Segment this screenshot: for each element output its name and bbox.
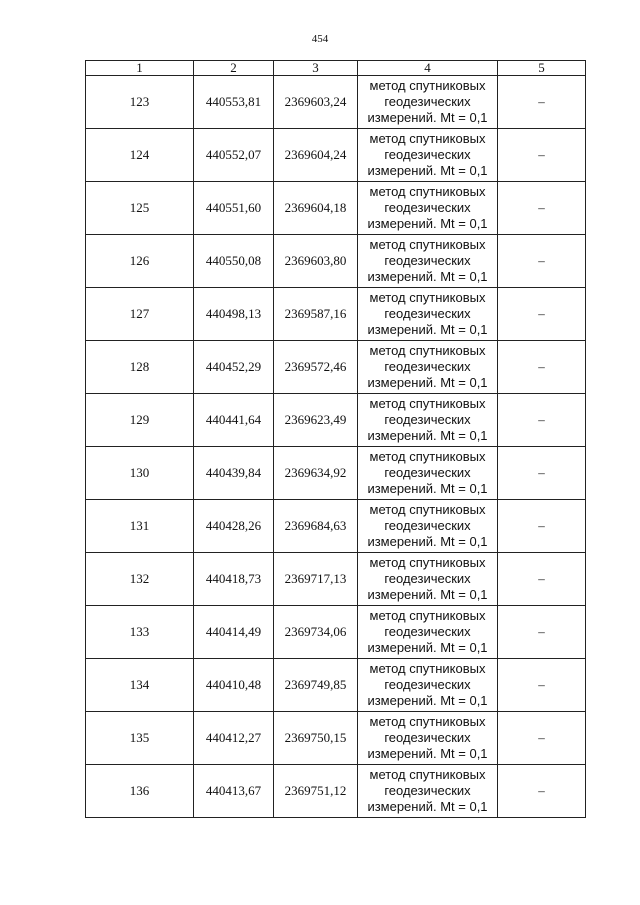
x-coordinate-cell: 440418,73 bbox=[194, 553, 274, 606]
note-cell: – bbox=[498, 182, 586, 235]
note-cell: – bbox=[498, 500, 586, 553]
header-col-1: 1 bbox=[86, 61, 194, 76]
method-line: геодезических bbox=[384, 783, 471, 798]
method-cell bbox=[358, 447, 498, 500]
method-cell bbox=[358, 76, 498, 129]
method-line: геодезических bbox=[384, 465, 471, 480]
method-cell bbox=[358, 765, 498, 818]
method-line: метод спутниковых bbox=[369, 290, 486, 305]
method-line: измерений. Mt = 0,1 bbox=[367, 587, 488, 602]
x-coordinate-cell: 440428,26 bbox=[194, 500, 274, 553]
point-number-cell: 128 bbox=[86, 341, 194, 394]
note-cell: – bbox=[498, 129, 586, 182]
x-coordinate-cell: 440498,13 bbox=[194, 288, 274, 341]
method-line: метод спутниковых bbox=[369, 131, 486, 146]
y-coordinate-cell: 2369751,12 bbox=[274, 765, 358, 818]
method-cell bbox=[358, 288, 498, 341]
table-body bbox=[86, 76, 586, 818]
method-line: метод спутниковых bbox=[369, 449, 486, 464]
point-number-cell: 126 bbox=[86, 235, 194, 288]
method-line: геодезических bbox=[384, 359, 471, 374]
y-coordinate-cell: 2369634,92 bbox=[274, 447, 358, 500]
y-coordinate-cell: 2369587,16 bbox=[274, 288, 358, 341]
point-number-cell: 136 bbox=[86, 765, 194, 818]
point-number-cell: 123 bbox=[86, 76, 194, 129]
method-line: геодезических bbox=[384, 200, 471, 215]
method-cell bbox=[358, 394, 498, 447]
method-line: измерений. Mt = 0,1 bbox=[367, 428, 488, 443]
table-row bbox=[86, 288, 586, 341]
note-cell: – bbox=[498, 447, 586, 500]
y-coordinate-cell: 2369717,13 bbox=[274, 553, 358, 606]
table-row bbox=[86, 606, 586, 659]
method-line: метод спутниковых bbox=[369, 555, 486, 570]
table-row bbox=[86, 712, 586, 765]
method-cell bbox=[358, 553, 498, 606]
y-coordinate-cell: 2369604,24 bbox=[274, 129, 358, 182]
point-number-cell: 124 bbox=[86, 129, 194, 182]
table-row bbox=[86, 553, 586, 606]
point-number-cell: 135 bbox=[86, 712, 194, 765]
method-line: измерений. Mt = 0,1 bbox=[367, 216, 488, 231]
point-number-cell: 125 bbox=[86, 182, 194, 235]
table-row bbox=[86, 659, 586, 712]
method-line: геодезических bbox=[384, 306, 471, 321]
method-line: измерений. Mt = 0,1 bbox=[367, 375, 488, 390]
method-line: измерений. Mt = 0,1 bbox=[367, 799, 488, 814]
method-line: метод спутниковых bbox=[369, 237, 486, 252]
y-coordinate-cell: 2369623,49 bbox=[274, 394, 358, 447]
method-line: измерений. Mt = 0,1 bbox=[367, 481, 488, 496]
x-coordinate-cell: 440452,29 bbox=[194, 341, 274, 394]
x-coordinate-cell: 440414,49 bbox=[194, 606, 274, 659]
method-line: измерений. Mt = 0,1 bbox=[367, 269, 488, 284]
x-coordinate-cell: 440551,60 bbox=[194, 182, 274, 235]
point-number-cell: 131 bbox=[86, 500, 194, 553]
page-number: 454 bbox=[311, 33, 329, 45]
method-line: измерений. Mt = 0,1 bbox=[367, 693, 488, 708]
note-cell: – bbox=[498, 606, 586, 659]
method-line: метод спутниковых bbox=[369, 767, 486, 782]
method-cell bbox=[358, 659, 498, 712]
method-line: геодезических bbox=[384, 518, 471, 533]
table-row bbox=[86, 447, 586, 500]
method-cell bbox=[358, 606, 498, 659]
header-col-2: 2 bbox=[194, 61, 274, 76]
x-coordinate-cell: 440441,64 bbox=[194, 394, 274, 447]
point-number-cell: 133 bbox=[86, 606, 194, 659]
note-cell: – bbox=[498, 288, 586, 341]
y-coordinate-cell: 2369734,06 bbox=[274, 606, 358, 659]
y-coordinate-cell: 2369684,63 bbox=[274, 500, 358, 553]
y-coordinate-cell: 2369749,85 bbox=[274, 659, 358, 712]
x-coordinate-cell: 440413,67 bbox=[194, 765, 274, 818]
x-coordinate-cell: 440553,81 bbox=[194, 76, 274, 129]
x-coordinate-cell: 440410,48 bbox=[194, 659, 274, 712]
note-cell: – bbox=[498, 765, 586, 818]
method-line: метод спутниковых bbox=[369, 661, 486, 676]
x-coordinate-cell: 440552,07 bbox=[194, 129, 274, 182]
table-header-row bbox=[86, 61, 586, 76]
note-cell: – bbox=[498, 341, 586, 394]
method-cell bbox=[358, 182, 498, 235]
point-number-cell: 127 bbox=[86, 288, 194, 341]
method-line: метод спутниковых bbox=[369, 343, 486, 358]
coordinates-table bbox=[85, 60, 586, 818]
header-col-4: 4 bbox=[358, 61, 498, 76]
note-cell: – bbox=[498, 394, 586, 447]
method-line: измерений. Mt = 0,1 bbox=[367, 110, 488, 125]
note-cell: – bbox=[498, 235, 586, 288]
table-row bbox=[86, 394, 586, 447]
method-line: измерений. Mt = 0,1 bbox=[367, 746, 488, 761]
method-cell bbox=[358, 341, 498, 394]
method-line: метод спутниковых bbox=[369, 714, 486, 729]
table-row bbox=[86, 235, 586, 288]
method-line: метод спутниковых bbox=[369, 78, 486, 93]
table-row bbox=[86, 182, 586, 235]
method-line: измерений. Mt = 0,1 bbox=[367, 322, 488, 337]
method-line: измерений. Mt = 0,1 bbox=[367, 640, 488, 655]
x-coordinate-cell: 440412,27 bbox=[194, 712, 274, 765]
method-line: геодезических bbox=[384, 147, 471, 162]
note-cell: – bbox=[498, 659, 586, 712]
x-coordinate-cell: 440439,84 bbox=[194, 447, 274, 500]
point-number-cell: 132 bbox=[86, 553, 194, 606]
method-line: геодезических bbox=[384, 94, 471, 109]
header-col-5: 5 bbox=[498, 61, 586, 76]
method-line: геодезических bbox=[384, 624, 471, 639]
table-row bbox=[86, 341, 586, 394]
method-line: измерений. Mt = 0,1 bbox=[367, 163, 488, 178]
method-line: геодезических bbox=[384, 412, 471, 427]
y-coordinate-cell: 2369750,15 bbox=[274, 712, 358, 765]
method-cell bbox=[358, 500, 498, 553]
y-coordinate-cell: 2369603,80 bbox=[274, 235, 358, 288]
x-coordinate-cell: 440550,08 bbox=[194, 235, 274, 288]
method-line: измерений. Mt = 0,1 bbox=[367, 534, 488, 549]
table-row bbox=[86, 500, 586, 553]
y-coordinate-cell: 2369572,46 bbox=[274, 341, 358, 394]
point-number-cell: 134 bbox=[86, 659, 194, 712]
method-line: метод спутниковых bbox=[369, 608, 486, 623]
point-number-cell: 130 bbox=[86, 447, 194, 500]
header-col-3: 3 bbox=[274, 61, 358, 76]
method-line: геодезических bbox=[384, 571, 471, 586]
method-line: метод спутниковых bbox=[369, 396, 486, 411]
method-cell bbox=[358, 712, 498, 765]
method-line: геодезических bbox=[384, 730, 471, 745]
note-cell: – bbox=[498, 76, 586, 129]
note-cell: – bbox=[498, 712, 586, 765]
point-number-cell: 129 bbox=[86, 394, 194, 447]
table-row bbox=[86, 129, 586, 182]
y-coordinate-cell: 2369603,24 bbox=[274, 76, 358, 129]
note-cell: – bbox=[498, 553, 586, 606]
method-line: метод спутниковых bbox=[369, 502, 486, 517]
method-line: геодезических bbox=[384, 253, 471, 268]
method-line: метод спутниковых bbox=[369, 184, 486, 199]
y-coordinate-cell: 2369604,18 bbox=[274, 182, 358, 235]
method-cell bbox=[358, 129, 498, 182]
method-line: геодезических bbox=[384, 677, 471, 692]
table-row bbox=[86, 765, 586, 818]
table-row bbox=[86, 76, 586, 129]
method-cell bbox=[358, 235, 498, 288]
